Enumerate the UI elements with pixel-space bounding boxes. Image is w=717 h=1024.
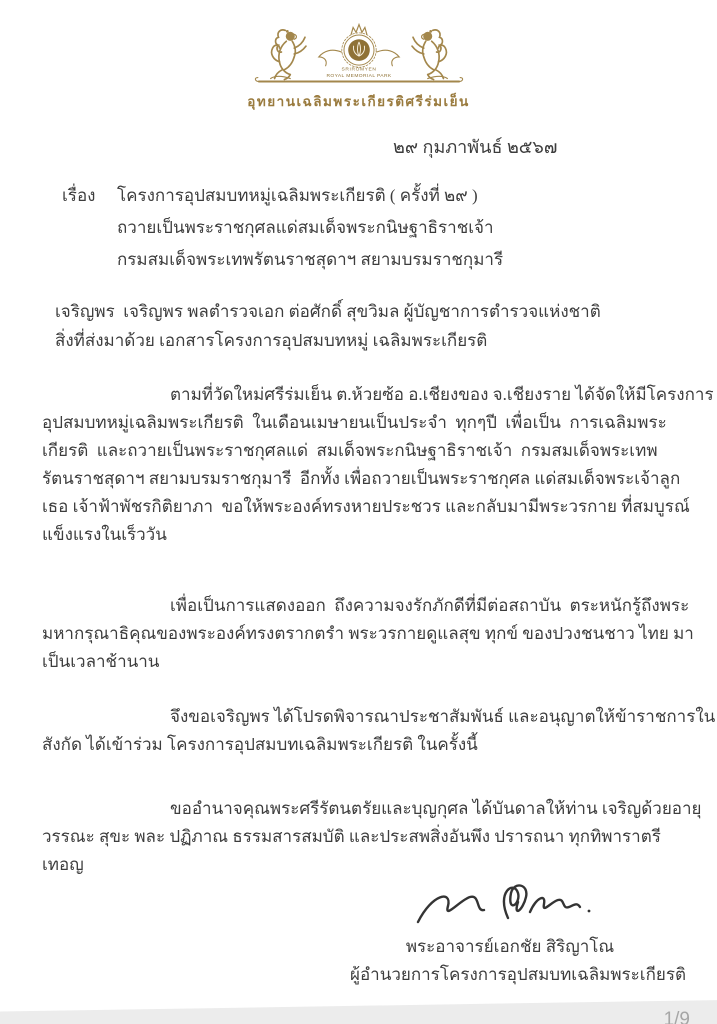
emblem-name-en-1: SRIROMYEN [341, 67, 376, 73]
signature-block [350, 933, 687, 989]
signer-title: ผู้อำนวยการโครงการอุปสมบทเฉลิมพระเกียรติ [350, 965, 687, 984]
royal-park-emblem-icon [251, 22, 467, 84]
emblem-name-en-2: ROYAL MEMORIAL PARK [325, 74, 392, 80]
salutation-line: เจริญพร เจริญพร พลตำรวจเอก ต่อศักดิ์ สุขวิมล ผู้บัญชาการตำรวจแห่งชาติ [55, 302, 601, 321]
paragraph-1 [42, 381, 714, 549]
body-line: เกียรติ และถวายเป็นพระราชกุศลแด่ สมเด็จพระกนิษฐาธิราชเจ้า กรมสมเด็จพระเทพ [42, 441, 658, 460]
subject-line: กรมสมเด็จพระเทพรัตนราชสุดาฯ สยามบรมราชกุมารี [117, 250, 504, 269]
subject-line: ถวายเป็นพระราชกุศลแด่สมเด็จพระกนิษฐาธิราชเจ้า [117, 218, 494, 237]
page-indicator: 1/9 [663, 1009, 690, 1024]
subject-block [62, 180, 503, 276]
attachment-line: สิ่งที่ส่งมาด้วย เอกสารโครงการอุปสมบทหมู่ เฉลิมพระเกียรติ [55, 331, 488, 350]
body-line: เธอ เจ้าฟ้าพัชรกิติยาภา ขอให้พระองค์ทรงหายประชวร และกลับมามีพระวรกาย ที่สมบูรณ์ [42, 497, 690, 516]
body-line: จึงขอเจริญพร ได้โปรดพิจารณาประชาสัมพันธ์ และอนุญาตให้ข้าราชการใน [170, 707, 716, 726]
scan-edge [0, 998, 717, 1024]
paragraph-3 [42, 703, 716, 759]
paragraph-4 [42, 795, 702, 879]
handwritten-signature [408, 880, 608, 932]
letterhead [0, 22, 717, 112]
body-line: เพื่อเป็นการแสดงออก ถึงความจงรักภักดีที่มีต่อสถาบัน ตระหนักรู้ถึงพระ [170, 596, 690, 615]
body-line: เป็นเวลาช้านาน [42, 652, 160, 671]
salutation-block [55, 297, 601, 355]
signer-name: พระอาจารย์เอกชัย สิริญาโณ [405, 937, 615, 956]
body-line: วรรณะ สุขะ พละ ปฏิภาณ ธรรมสารสมบัติ และประสพสิ่งอันพึง ปรารถนา ทุกทิพาราตรี [42, 827, 661, 846]
body-line: ตามที่วัดใหม่ศรีร่มเย็น ต.ห้วยซ้อ อ.เชียงของ จ.เชียงราย ได้จัดให้มีโครงการ [170, 385, 714, 404]
emblem-caption-thai: อุทยานเฉลิมพระเกียรติศรีร่มเย็น [247, 94, 470, 109]
body-line: เทอญ [42, 855, 84, 874]
body-line: รัตนราชสุดาฯ สยามบรมราชกุมารี อีกทั้ง เพื่อถวายเป็นพระราชกุศล แด่สมเด็จพระเจ้าลูก [42, 469, 681, 488]
subject-line: โครงการอุปสมบทหมู่เฉลิมพระเกียรติ ( ครั้งที่ ๒๙ ) [117, 186, 478, 205]
body-line: มหากรุณาธิคุณของพระองค์ทรงตรากตรำ พระวรกายดูแลสุข ทุกข์ ของปวงชนชาว ไทย มา [42, 624, 694, 643]
body-line: สังกัด ได้เข้าร่วม โครงการอุปสมบทเฉลิมพระเกียรติ ในครั้งนี้ [42, 735, 478, 754]
body-line: ขออำนาจคุณพระศรีรัตนตรัยและบุญกุศล ได้บันดาลให้ท่าน เจริญด้วยอายุ [170, 799, 702, 818]
paragraph-2 [42, 592, 694, 676]
subject-label: เรื่อง [62, 186, 96, 205]
body-line: อุปสมบทหมู่เฉลิมพระเกียรติ ในเดือนเมษายนเป็นประจำ ทุกๆปี เพื่อเป็น การเฉลิมพระ [42, 413, 667, 432]
body-line: แข็งแรงในเร็ววัน [42, 525, 167, 544]
letter-date: ๒๙ กุมภาพันธ์ ๒๕๖๗ [393, 137, 558, 157]
